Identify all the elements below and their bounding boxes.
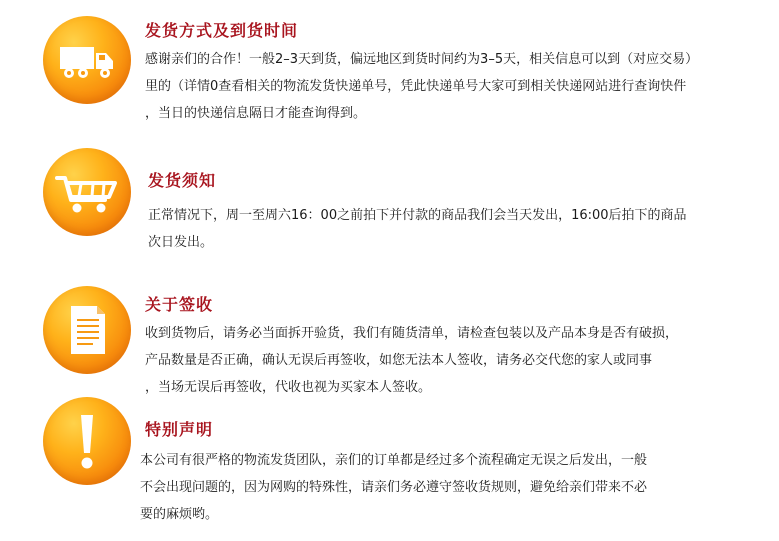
document-icon: [43, 286, 131, 374]
section-body: [140, 447, 647, 528]
truck-icon: [43, 16, 131, 104]
section-title: 关于签收: [145, 295, 214, 314]
body-line: 收到货物后，请务必当面拆开验货，我们有随货清单，请检查包装以及产品本身是否有破损，: [145, 326, 679, 341]
section-title: 特别声明: [145, 420, 214, 439]
body-line: 里的（详情0查看相关的物流发货快递单号，凭此快递单号大家可到相关快递网站进行查询快件: [145, 79, 687, 94]
body-line: 感谢亲们的合作！一般2–3天到货，偏远地区到货时间约为3–5天，相关信息可以到（对应交易）: [145, 52, 699, 67]
section-statement: [0, 395, 779, 541]
body-line: 要的麻烦哟。: [140, 507, 219, 522]
body-line: ，当日的快递信息隔日才能查询得到。: [145, 106, 367, 121]
body-line: 不会出现问题的，因为网购的特殊性，请亲们务必遵守签收货规则，避免给亲们带来不必: [140, 480, 648, 495]
section-body: [148, 202, 687, 256]
section-shipping-time: [0, 0, 779, 130]
section-title: 发货方式及到货时间: [145, 21, 299, 40]
section-body: [145, 46, 698, 127]
body-line: 正常情况下，周一至周六16：00之前拍下并付款的商品我们会当天发出，16:00后拍下的商品: [148, 208, 687, 223]
body-line: ，当场无误后再签收，代收也视为买家本人签收。: [145, 380, 432, 395]
exclamation-icon: [43, 397, 131, 485]
section-signing: [0, 280, 779, 395]
section-shipping-notice: [0, 130, 779, 270]
body-line: 本公司有很严格的物流发货团队，亲们的订单都是经过多个流程确定无误之后发出，一般: [140, 453, 648, 468]
body-line: 产品数量是否正确，确认无误后再签收，如您无法本人签收，请务必交代您的家人或同事: [145, 353, 653, 368]
body-line: 次日发出。: [148, 235, 214, 250]
section-body: [145, 320, 678, 401]
shopping-cart-icon: [43, 148, 131, 236]
section-title: 发货须知: [148, 171, 217, 190]
